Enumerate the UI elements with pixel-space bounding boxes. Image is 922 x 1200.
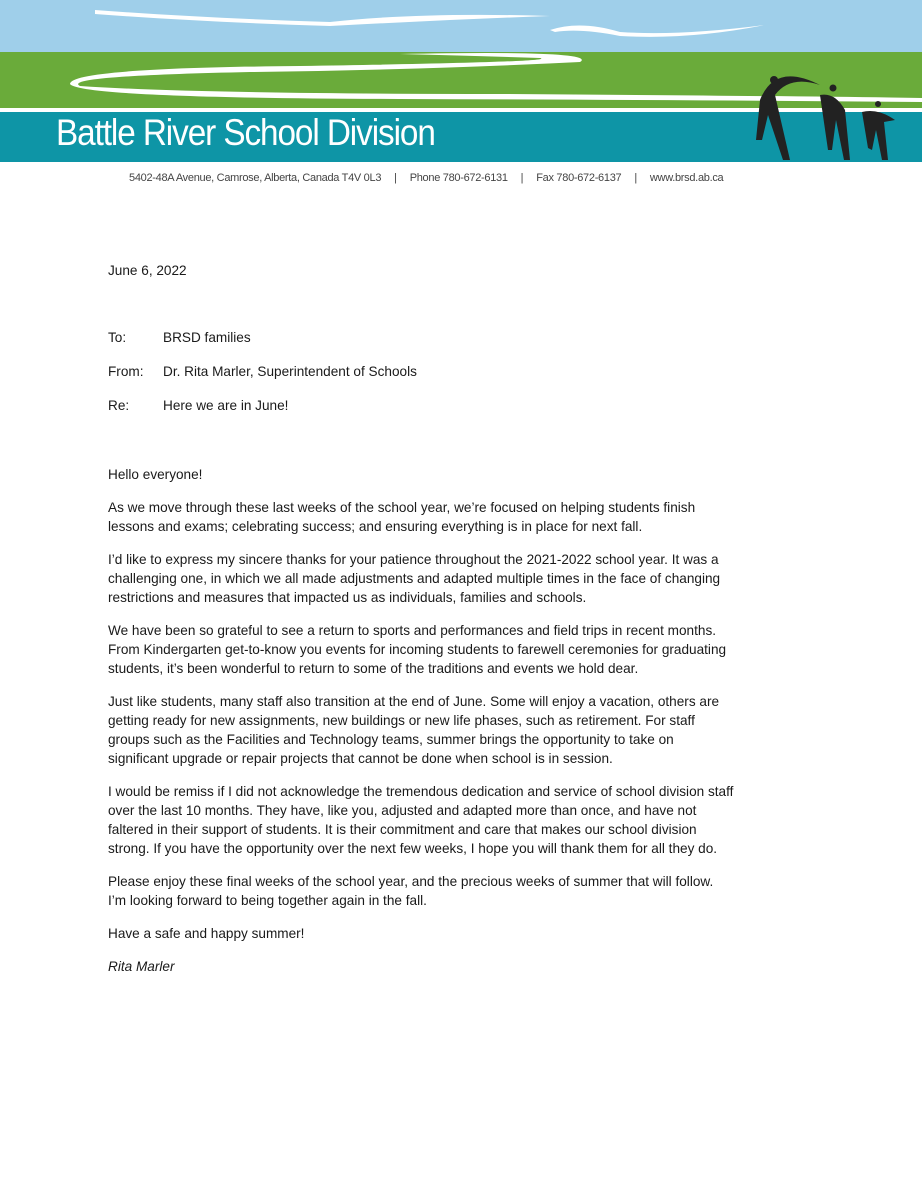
text-line: As we move through these last weeks of the school year, we’re focused on helping students finish: [108, 500, 696, 515]
letterhead-contact: [129, 172, 723, 184]
text-line: lessons and exams; celebrating success; and ensuring everything is in place for next fall.: [108, 519, 643, 534]
memo-from: [108, 362, 417, 396]
separator: |: [394, 172, 397, 184]
memo-label: To:: [108, 330, 127, 345]
text-line: over the last 10 months. They have, like you, adjusted and adapted more than once, and have not: [108, 803, 697, 818]
memo-label: From:: [108, 364, 144, 379]
separator: |: [634, 172, 637, 184]
website-link[interactable]: www.brsd.ab.ca: [649, 172, 724, 184]
text-line: challenging one, in which we all made adjustments and adapted multiple times in the face of changing: [108, 571, 721, 586]
text-line: I’m looking forward to being together again in the fall.: [108, 893, 427, 908]
memo-header: [108, 328, 417, 430]
text-line: significant upgrade or repair projects that cannot be done when school is in session.: [108, 751, 613, 766]
text-line: I’d like to express my sincere thanks for your patience throughout the 2021-2022 school year. It was a: [108, 552, 719, 567]
memo-to: [108, 328, 417, 362]
letter-body: [108, 465, 828, 990]
memo-value: Dr. Rita Marler, Superintendent of Schools: [163, 364, 417, 379]
paragraph: [108, 782, 828, 858]
text-line: Please enjoy these final weeks of the school year, and the precious weeks of summer that will follow.: [108, 874, 714, 889]
text-line: groups such as the Facilities and Technology teams, summer brings the opportunity to take on: [108, 732, 674, 747]
paragraph: [108, 550, 828, 607]
fax: Fax 780-672-6137: [536, 172, 622, 184]
separator: |: [520, 172, 524, 184]
text-line: getting ready for new assignments, new buildings or new life phases, such as retirement. For staff: [108, 713, 695, 728]
text-line: Hello everyone!: [108, 467, 203, 482]
paragraph: [108, 465, 828, 484]
text-line: I would be remiss if I did not acknowledge the tremendous dedication and service of school division staff: [108, 784, 734, 799]
letter-date: June 6, 2022: [108, 263, 187, 278]
text-line: Have a safe and happy summer!: [108, 926, 305, 941]
text-line: From Kindergarten get-to-know you events for incoming students to farewell ceremonies for graduating: [108, 642, 727, 657]
paragraph: [108, 692, 828, 768]
paragraph: [108, 924, 828, 943]
memo-label: Re:: [108, 398, 130, 413]
text-line: We have been so grateful to see a return to sports and performances and field trips in recent months.: [108, 623, 717, 638]
paragraph: [108, 872, 828, 910]
text-line: faltered in their support of students. It is their commitment and care that makes our school division: [108, 822, 697, 837]
paragraph: [108, 498, 828, 536]
text-line: students, it’s been wonderful to return to some of the traditions and events we hold dear.: [108, 661, 639, 676]
memo-re: [108, 396, 417, 430]
text-line: Just like students, many staff also transition at the end of June. Some will enjoy a vacation, others are: [108, 694, 720, 709]
organization-name: Battle River School Division: [56, 112, 435, 153]
text-line: strong. If you have the opportunity over the next few weeks, I hope you will thank them for all they do.: [108, 841, 718, 856]
signature-name: Rita Marler: [108, 959, 175, 974]
phone: Phone 780-672-6131: [409, 172, 508, 184]
text-line: restrictions and measures that impacted us as individuals, families and schools.: [108, 590, 587, 605]
paragraph: [108, 621, 828, 678]
address: 5402-48A Avenue, Camrose, Alberta, Canada T4V 0L3: [129, 172, 382, 184]
memo-value: Here we are in June!: [163, 398, 289, 413]
signature: [108, 957, 828, 976]
memo-value: BRSD families: [163, 330, 251, 345]
